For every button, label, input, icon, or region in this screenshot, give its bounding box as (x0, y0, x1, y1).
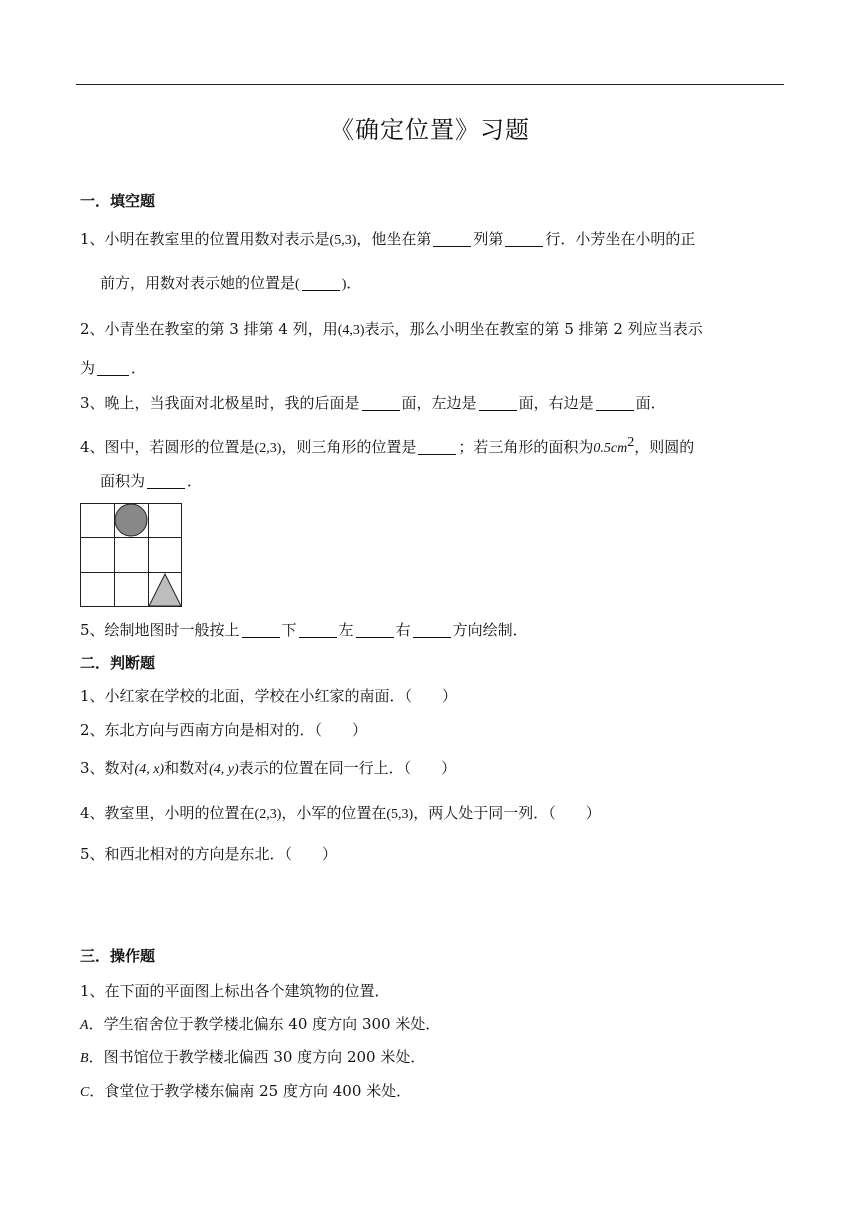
section-operation-heading: 三．操作题 (80, 947, 156, 965)
operation-item-b: B．图书馆位于教学楼北偏西 30 度方向 200 米处． (80, 1048, 426, 1066)
answer-blank[interactable] (242, 621, 280, 638)
judge-4[interactable]: 4、教室里，小明的位置在(2,3)，小军的位置在(5,3)，两人处于同一列．（ ） (80, 804, 601, 822)
question-4: 4、图中，若圆形的位置是(2,3)，则三角形的位置是 ；若三角形的面积为$0.5cm^2$，则圆的 (80, 435, 695, 456)
answer-blank[interactable] (479, 394, 517, 411)
answer-blank[interactable] (97, 359, 129, 376)
section-fill-heading: 一．填空题 (80, 192, 156, 210)
answer-blank[interactable] (413, 621, 451, 638)
section-judge-heading: 二．判断题 (80, 654, 156, 672)
operation-item-c: C．食堂位于教学楼东偏南 25 度方向 400 米处． (80, 1082, 412, 1100)
question-5: 5、绘制地图时一般按上 下 左 右 方向绘制． (80, 621, 528, 639)
question-2-cont: 为 ． (80, 359, 147, 377)
page-title: 《确定位置》习题 (330, 116, 530, 144)
judge-3[interactable]: 3、数对(4, x)和数对(4, y)表示的位置在同一行上．（ ） (80, 759, 457, 777)
judge-2[interactable]: 2、东北方向与西南方向是相对的．（ ） (80, 721, 368, 739)
position-grid (80, 503, 184, 608)
circle-shape (115, 504, 147, 536)
question-4-cont: 面积为 ． (100, 472, 203, 490)
question-2: 2、小青坐在教室的第 3 排第 4 列，用(4,3)表示，那么小明坐在教室的第 5 排第 2 列应当表示 (80, 320, 703, 338)
answer-blank[interactable] (299, 621, 337, 638)
answer-blank[interactable] (356, 621, 394, 638)
answer-blank[interactable] (596, 394, 634, 411)
answer-blank[interactable] (362, 394, 400, 411)
judge-5[interactable]: 5、和西北相对的方向是东北．（ ） (80, 845, 338, 863)
answer-blank[interactable] (433, 230, 471, 247)
triangle-shape (149, 574, 181, 606)
question-1: 1、小明在教室里的位置用数对表示是(5,3)，他坐在第 列第 行．小芳坐在小明的正 (80, 230, 696, 248)
answer-blank[interactable] (505, 230, 543, 247)
answer-blank[interactable] (147, 472, 185, 489)
operation-item-a: A．学生宿舍位于教学楼北偏东 40 度方向 300 米处． (80, 1015, 441, 1033)
judge-1[interactable]: 1、小红家在学校的北面，学校在小红家的南面．（ ） (80, 687, 458, 705)
question-3: 3、晚上，当我面对北极星时，我的后面是 面，左边是 面，右边是 面． (80, 394, 666, 412)
question-1-cont: 前方，用数对表示她的位置是( )． (100, 274, 362, 292)
answer-blank[interactable] (418, 438, 456, 455)
operation-1: 1、在下面的平面图上标出各个建筑物的位置． (80, 982, 390, 1000)
answer-blank[interactable] (302, 274, 340, 291)
top-rule (76, 84, 784, 85)
